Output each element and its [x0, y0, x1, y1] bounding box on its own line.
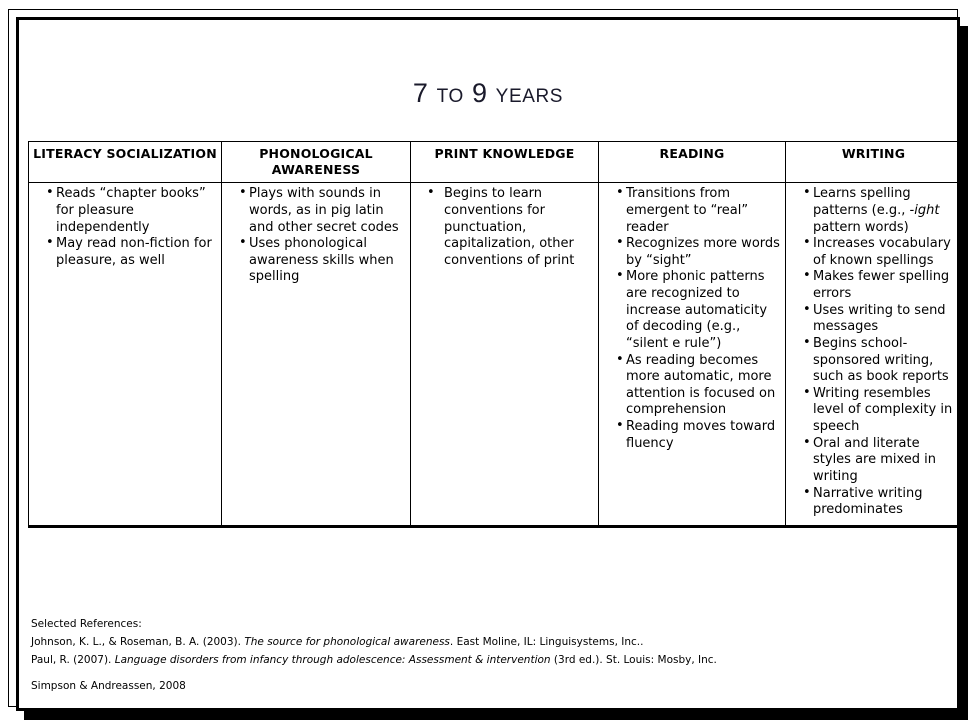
author-credit: Simpson & Andreassen, 2008 — [31, 680, 186, 692]
list-item: • Narrative writing predominates — [803, 486, 957, 519]
bullet-list-literacy-socialization — [31, 186, 217, 269]
bullet-list-phonological-awareness — [224, 186, 406, 286]
reference-entry: Paul, R. (2007). Language disorders from infancy through adolescence: Assessment & intervention (3rd ed.). St. Louis: Mosby, Inc. — [31, 654, 717, 666]
list-item: • Learns spelling patterns (e.g., -ight pattern words) — [803, 186, 957, 236]
page-sheet — [16, 17, 960, 711]
column-header-print-knowledge: PRINT KNOWLEDGE — [411, 142, 599, 183]
bullet-list-reading — [601, 186, 781, 452]
column-header-reading: READING — [599, 142, 786, 183]
column-header-writing: WRITING — [786, 142, 962, 183]
list-item: • Begins to learn conventions for punctuation, capitalization, other conventions of print — [427, 186, 594, 269]
bullet-list-print-knowledge — [413, 186, 594, 269]
list-item: • Plays with sounds in words, as in pig latin and other secret codes — [239, 186, 406, 236]
cell-writing — [786, 183, 962, 527]
cell-reading — [599, 183, 786, 527]
references-heading: Selected References: — [31, 618, 142, 630]
list-item: • May read non-fiction for pleasure, as well — [46, 236, 217, 269]
cell-print-knowledge — [411, 183, 599, 527]
cell-literacy-socialization — [29, 183, 222, 527]
cell-phonological-awareness — [222, 183, 411, 527]
references-block — [31, 618, 931, 692]
list-item: • Oral and literate styles are mixed in writing — [803, 436, 957, 486]
list-item: • Uses writing to send messages — [803, 303, 957, 336]
reference-entry: Johnson, K. L., & Roseman, B. A. (2003). The source for phonological awareness. East Moline, IL: Linguisystems, Inc.. — [31, 636, 644, 648]
list-item: • Makes fewer spelling errors — [803, 269, 957, 302]
list-item: • As reading becomes more automatic, more attention is focused on comprehension — [616, 353, 781, 420]
list-item: • More phonic patterns are recognized to increase automaticity of decoding (e.g., “silent e rule”) — [616, 269, 781, 352]
list-item: • Begins school-sponsored writing, such as book reports — [803, 336, 957, 386]
bullet-list-writing — [788, 186, 957, 519]
column-header-phonological-awareness: PHONOLOGICAL AWARENESS — [222, 142, 411, 183]
list-item: • Reads “chapter books” for pleasure independently — [46, 186, 217, 236]
page-title: 7 to 9 years — [412, 78, 564, 108]
list-item: • Reading moves toward fluency — [616, 419, 781, 452]
list-item: • Recognizes more words by “sight” — [616, 236, 781, 269]
table-header-row-group — [29, 142, 962, 183]
list-item: • Transitions from emergent to “real” reader — [616, 186, 781, 236]
list-item: • Increases vocabulary of known spellings — [803, 236, 957, 269]
table-body — [29, 183, 962, 527]
table-header-row — [29, 142, 962, 183]
list-item: • Writing resembles level of complexity in speech — [803, 386, 957, 436]
list-item: • Uses phonological awareness skills when spelling — [239, 236, 406, 286]
milestones-table — [28, 141, 962, 528]
table-row — [29, 183, 962, 527]
column-header-literacy-socialization: LITERACY SOCIALIZATION — [29, 142, 222, 183]
